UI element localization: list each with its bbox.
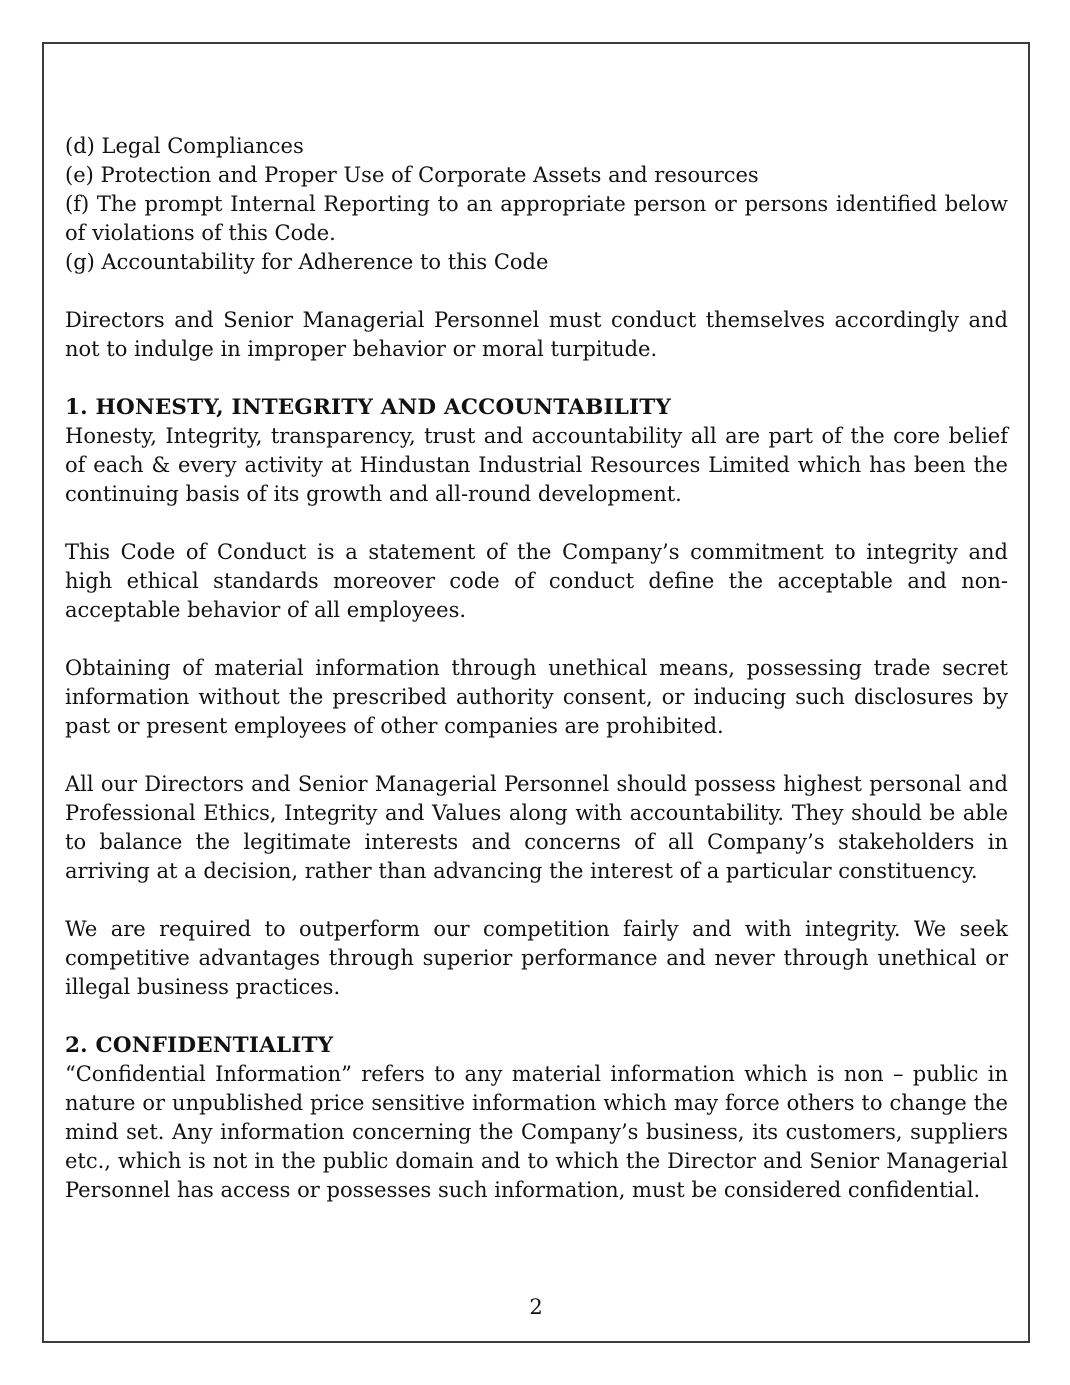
list-item-f: (f) The prompt Internal Reporting to an appropriate person or persons identified below of violations of this Code. xyxy=(65,192,1008,245)
section-1-paragraph-1: Honesty, Integrity, transparency, trust and accountability all are part of the core belief of each & every activity at Hindustan Industrial Resources Limited which has been the continuing basis of its growth and all-round development. xyxy=(65,424,1008,506)
section-1-paragraph-3: Obtaining of material information through unethical means, possessing trade secret information without the prescribed authority consent, or inducing such disclosures by past or present employees of other companies are prohibited. xyxy=(65,656,1008,738)
section-2-paragraph-1: “Confidential Information” refers to any material information which is non – public in nature or unpublished price sensitive information which may force others to change the mind set. Any information concerning the Company’s business, its customers, suppliers etc., which is not in the public domain and to which the Director and Senior Managerial Personnel has access or possesses such information, must be considered confidential. xyxy=(65,1062,1008,1202)
list-item-d: (d) Legal Compliances xyxy=(65,134,304,158)
section-1-paragraph-5: We are required to outperform our competition fairly and with integrity. We seek competitive advantages through superior performance and never through unethical or illegal business practices. xyxy=(65,917,1008,999)
section-2-heading: 2. CONFIDENTIALITY xyxy=(65,1033,334,1058)
page-border-frame xyxy=(42,42,1030,1343)
section-1-heading: 1. HONESTY, INTEGRITY AND ACCOUNTABILITY xyxy=(65,395,672,420)
section-1-paragraph-4: All our Directors and Senior Managerial Personnel should possess highest personal and Professional Ethics, Integrity and Values along with accountability. They should be able to balance the legitimate interests and concerns of all Company’s stakeholders in arriving at a decision, rather than advancing the interest of a particular constituency. xyxy=(65,772,1008,883)
page-number: 2 xyxy=(529,1295,543,1319)
page-content xyxy=(44,44,1028,1205)
intro-paragraph: Directors and Senior Managerial Personnel must conduct themselves accordingly and not to indulge in improper behavior or moral turpitude. xyxy=(65,308,1008,361)
section-1-paragraph-2: This Code of Conduct is a statement of the Company’s commitment to integrity and high ethical standards moreover code of conduct define the acceptable and non-acceptable behavior of all employees. xyxy=(65,540,1008,622)
list-item-g: (g) Accountability for Adherence to this Code xyxy=(65,250,549,274)
list-item-e: (e) Protection and Proper Use of Corporate Assets and resources xyxy=(65,163,759,187)
code-points-list xyxy=(65,132,1008,277)
